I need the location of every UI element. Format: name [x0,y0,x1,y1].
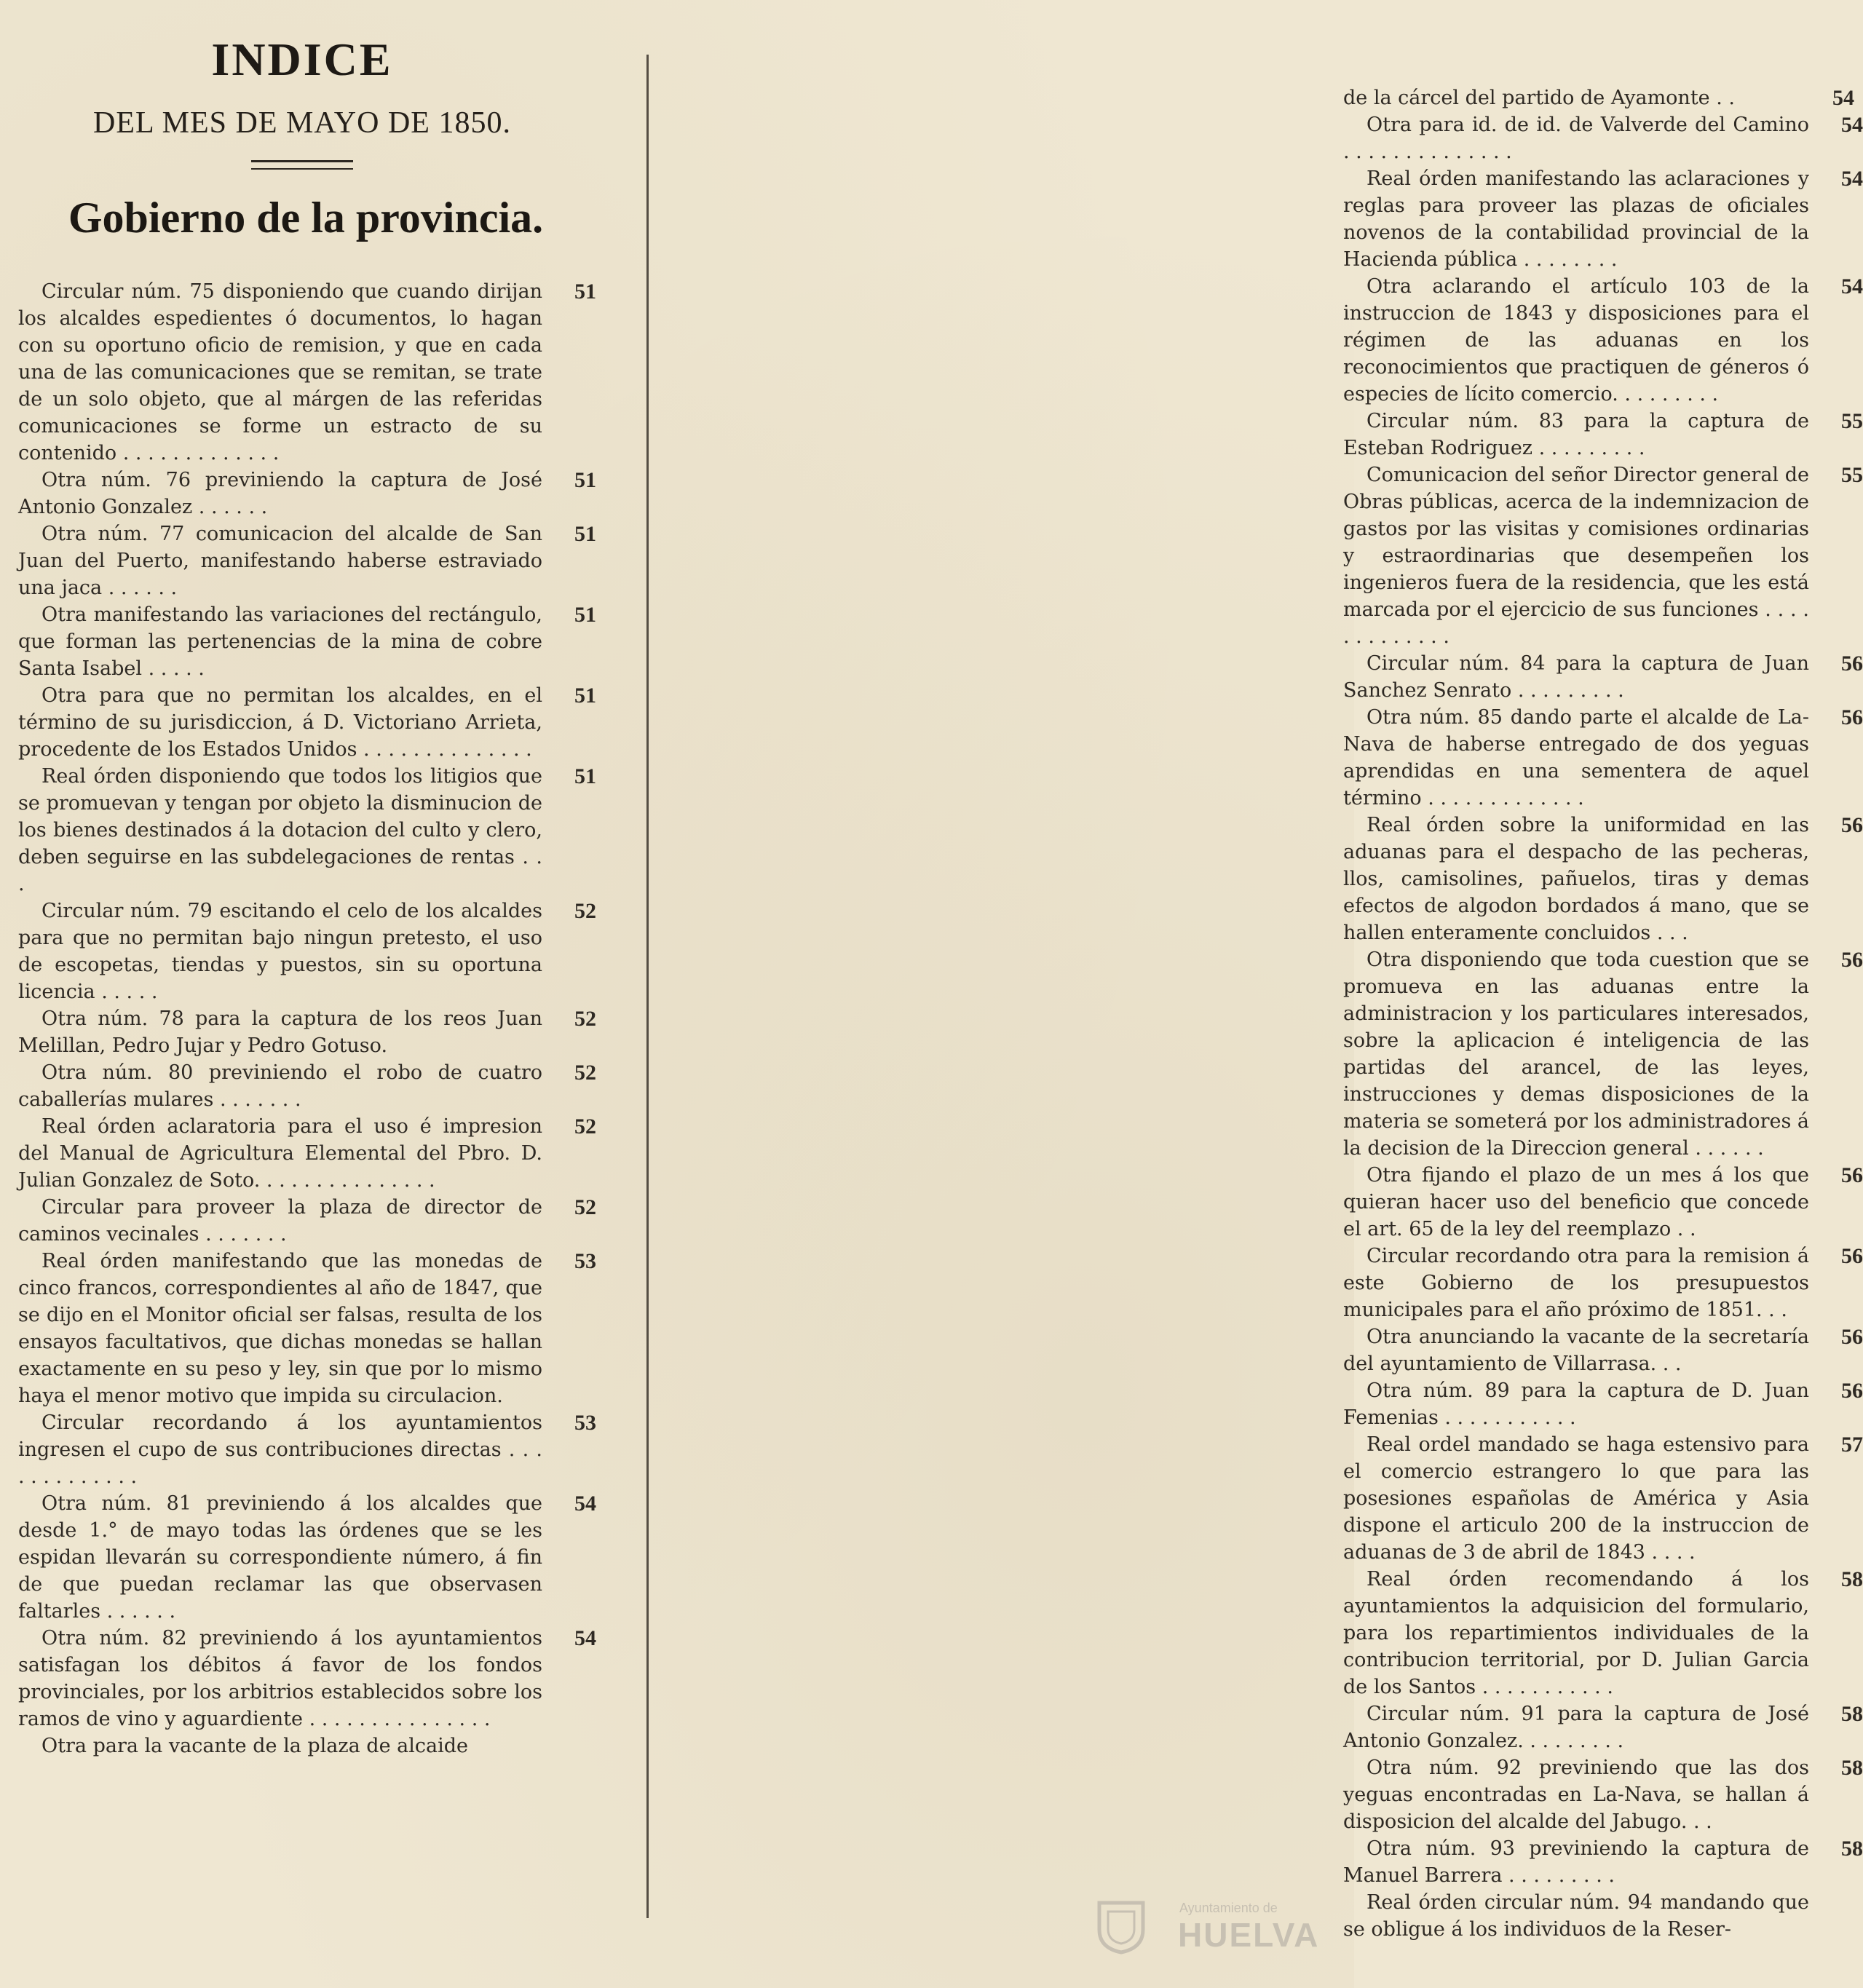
entry-text: Otra para la vacante de la plaza de alcaide [41,1735,468,1757]
index-entry [1343,1754,1863,1835]
page-number: 56 [1841,813,1863,837]
page-number: 51 [574,522,596,546]
page-number: 55 [1841,463,1863,487]
page-number: 54 [574,1492,596,1516]
section-heading: Gobierno de la provincia. [68,194,544,242]
entry-text: Otra manifestando las variaciones del rectángulo, que forman las pertenencias de la mina de cobre Santa Isabel . . . . . [18,603,542,680]
entry-text: Otra núm. 93 previniendo la captura de Manuel Barrera . . . . . . . . . [1343,1837,1809,1887]
entry-text: Real ordel mandado se haga estensivo para el comercio estrangero lo que para las posesiones españolas de América y Asia dispone el articulo 200 de la instruccion de aduanas de 3 de abril de 1843 . . . . [1343,1433,1809,1564]
page-number: 51 [574,280,596,304]
page-number: 54 [574,1626,596,1650]
page-number: 56 [1841,652,1863,676]
page-number: 56 [1841,1325,1863,1349]
page-number: 53 [574,1411,596,1435]
index-entry [1343,462,1863,650]
page-number: 51 [574,603,596,627]
left-column [0,0,633,1988]
entry-text: Otra fijando el plazo de un mes á los que quieran hacer uso del beneficio que concede el art. 65 de la ley del reemplazo . . [1343,1164,1809,1240]
page-number: 53 [574,1249,596,1273]
coat-of-arms-icon [1092,1897,1150,1955]
index-entry [1343,84,1854,111]
entry-text: Otra núm. 81 previniendo á los alcaldes que desde 1.° de mayo todas las órdenes que se les espidan llevarán su correspondiente número, á fin de que puedan reclamar las que observasen faltarles . . . . . . [18,1492,542,1623]
page-number: 58 [1841,1837,1863,1861]
index-entry [1343,1377,1863,1431]
entry-text: Circular núm. 83 para la captura de Esteban Rodriguez . . . . . . . . . [1343,410,1809,459]
index-entry [1343,1323,1863,1377]
page-number: 54 [1832,86,1854,110]
page-number: 52 [574,1195,596,1219]
page-number: 54 [1841,274,1863,298]
index-entry [18,1194,596,1248]
index-entry [18,1732,542,1759]
entry-text: Otra núm. 92 previniendo que las dos yeguas encontradas en La-Nava, se hallan á disposicion del alcalde del Jabugo. . . [1343,1757,1809,1833]
entry-text: Real órden manifestando las aclaraciones y reglas para proveer las plazas de oficiales novenos de la contabilidad provincial de la Hacienda pública . . . . . . . . [1343,167,1809,271]
entry-text: de la cárcel del partido de Ayamonte . . [1343,87,1735,109]
entry-text: Otra aclarando el artículo 103 de la instruccion de 1843 y disposiciones para el régimen de las aduanas en los reconocimientos que practiquen de géneros ó especies de lícito comercio. . . . . . . . . [1343,275,1809,405]
watermark-big-text: HUELVA [1178,1916,1320,1954]
page-number: 55 [1841,409,1863,433]
index-subtitle: DEL MES DE MAYO DE 1850. [93,106,511,140]
index-entry [1343,1566,1863,1700]
index-entry [1343,111,1863,165]
page-number: 56 [1841,705,1863,729]
index-entry [18,520,596,601]
page-number: 56 [1841,1244,1863,1268]
page-number: 52 [574,899,596,923]
entry-text: Otra para id. de id. de Valverde del Camino . . . . . . . . . . . . . . [1343,114,1809,163]
right-column [648,0,1863,1988]
entry-text: Comunicacion del señor Director general de Obras públicas, acerca de la indemnizacion de gastos por las visitas y comisiones ordinarias y estraordinarias que desempeñen los ingenieros fuera de la residencia, que les está marcada por el ejercicio de sus funciones . . . . . . . . . . . . . [1343,464,1809,648]
index-title: INDICE [211,33,393,85]
page-number: 52 [574,1114,596,1138]
index-entry [18,898,596,1005]
left-entry-list [18,278,596,1759]
index-entry [1343,273,1863,408]
entry-text: Otra disponiendo que toda cuestion que se promueva en las aduanas entre la administracion y los particulares interesados, sobre la aplicacion é inteligencia de las partidas del arancel, de las leyes, instrucciones y demas disposiciones de la materia se someterá por los administradores á la decision de la Direccion general . . . . . . [1343,949,1809,1160]
page-number: 52 [574,1061,596,1085]
entry-text: Otra núm. 80 previniendo el robo de cuatro caballerías mulares . . . . . . . [18,1061,542,1111]
index-entry [1343,650,1863,704]
entry-text: Real órden sobre la uniformidad en las aduanas para el despacho de las pecheras, llos, camisolines, pañuelos, tiras y demas efectos de algodon bordados á mano, que se hallen enteramente concluidos . . . [1343,814,1809,944]
entry-text: Real órden disponiendo que todos los litigios que se promuevan y tengan por objeto la disminucion de los bienes destinados á la dotacion del culto y clero, deben seguirse en las subdelegaciones de rentas . . . [18,765,542,895]
page-number: 58 [1841,1756,1863,1780]
index-entry [1343,1700,1863,1754]
archive-watermark [1092,1893,1325,1959]
entry-text: Otra para que no permitan los alcaldes, en el término de su jurisdiccion, á D. Victoriano Arrieta, procedente de los Estados Unidos . . . . . . . . . . . . . . [18,684,542,761]
page-number: 57 [1841,1433,1863,1457]
entry-text: Circular núm. 75 disponiendo que cuando dirijan los alcaldes espedientes ó documentos, lo hagan con su oportuno oficio de remision, y que en cada una de las comunicaciones que se remitan, se trate de un solo objeto, que al márgen de las referidas comunicaciones se forme un estracto de su contenido . . . . . . . . . . . . . [18,280,542,464]
page-number: 54 [1841,167,1863,191]
entry-text: Otra núm. 89 para la captura de D. Juan Femenias . . . . . . . . . . . [1343,1379,1809,1429]
index-entry [18,1059,596,1113]
entry-text: Otra núm. 82 previniendo á los ayuntamientos satisfagan los débitos á favor de los fondos provinciales, por los arbitrios establecidos sobre los ramos de vino y aguardiente . . . . . . . . . . . . . . . [18,1627,542,1730]
index-entry [18,601,596,682]
entry-text: Otra anunciando la vacante de la secretaría del ayuntamiento de Villarrasa. . . [1343,1326,1809,1375]
entry-text: Circular núm. 79 escitando el celo de los alcaldes para que no permitan bajo ningun pretesto, el uso de escopetas, tiendas y puestos, sin su oportuna licencia . . . . . [18,900,542,1003]
index-entry [18,1490,596,1625]
index-entry [1343,1431,1863,1566]
title-rule [251,160,353,170]
index-entry [1343,946,1863,1162]
entry-text: Real órden recomendando á los ayuntamientos la adquisicion del formulario, para los repartimientos individuales de la contribucion territorial, por D. Julian Garcia de los Santos . . . . . . . . . . . [1343,1568,1809,1698]
entry-text: Otra núm. 77 comunicacion del alcalde de San Juan del Puerto, manifestando haberse estraviado una jaca . . . . . . [18,523,542,599]
index-entry [18,278,596,467]
index-entry [1343,1162,1863,1243]
page-number: 58 [1841,1702,1863,1726]
entry-text: Otra núm. 85 dando parte el alcalde de La-Nava de haberse entregado de dos yeguas aprendidas en una sementera de aquel término . . . . . . . . . . . . . [1343,706,1809,809]
entry-text: Real órden aclaratoria para el uso é impresion del Manual de Agricultura Elemental del Pbro. D. Julian Gonzalez de Soto. . . . . . . . . . . . . . . [18,1115,542,1192]
entry-text: Real órden circular núm. 94 mandando que se obligue á los individuos de la Reser- [1343,1891,1809,1941]
entry-text: Otra núm. 78 para la captura de los reos Juan Melillan, Pedro Jujar y Pedro Gotuso. [18,1007,542,1057]
entry-text: Circular recordando otra para la remision á este Gobierno de los presupuestos municipales para el año próximo de 1851. . . [1343,1245,1809,1321]
entry-text: Circular para proveer la plaza de director de caminos vecinales . . . . . . . [18,1196,542,1246]
page-number: 51 [574,764,596,788]
page-number: 51 [574,684,596,708]
index-entry [1343,1243,1863,1323]
entry-text: Real órden manifestando que las monedas de cinco francos, correspondientes al año de 1847, que se dijo en el Monitor oficial ser falsas, resulta de los ensayos facultativos, que dichas monedas se hallan exactamente en su peso y ley, sin que por lo mismo haya el menor motivo que impida su circulacion. [18,1250,542,1407]
index-entry [18,1625,596,1732]
page-number: 51 [574,468,596,492]
page-number: 56 [1841,948,1863,972]
page-number: 56 [1841,1379,1863,1403]
index-entry [1343,165,1863,273]
page-number: 54 [1841,113,1863,137]
watermark-small-text: Ayuntamiento de [1179,1901,1278,1915]
index-entry [1343,704,1863,812]
index-entry [18,1248,596,1409]
entry-text: Otra núm. 76 previniendo la captura de José Antonio Gonzalez . . . . . . [18,469,542,518]
right-entry-list [1343,84,1863,1943]
index-entry [1343,408,1863,462]
index-entry [1343,812,1863,946]
index-entry [1343,1835,1863,1889]
page-number: 58 [1841,1567,1863,1591]
index-entry [18,763,596,898]
index-entry [18,1113,596,1194]
page-number: 56 [1841,1163,1863,1187]
index-entry [18,1409,596,1490]
entry-text: Circular núm. 84 para la captura de Juan Sanchez Senrato . . . . . . . . . [1343,652,1809,702]
entry-text: Circular núm. 91 para la captura de José Antonio Gonzalez. . . . . . . . . [1343,1703,1809,1752]
entry-text: Circular recordando á los ayuntamientos ingresen el cupo de sus contribuciones directas . . . . . . . . . . . . . [18,1411,542,1488]
index-entry [18,467,596,520]
index-entry [1343,1889,1809,1943]
index-entry [18,1005,596,1059]
index-entry [18,682,596,763]
page-number: 52 [574,1007,596,1031]
